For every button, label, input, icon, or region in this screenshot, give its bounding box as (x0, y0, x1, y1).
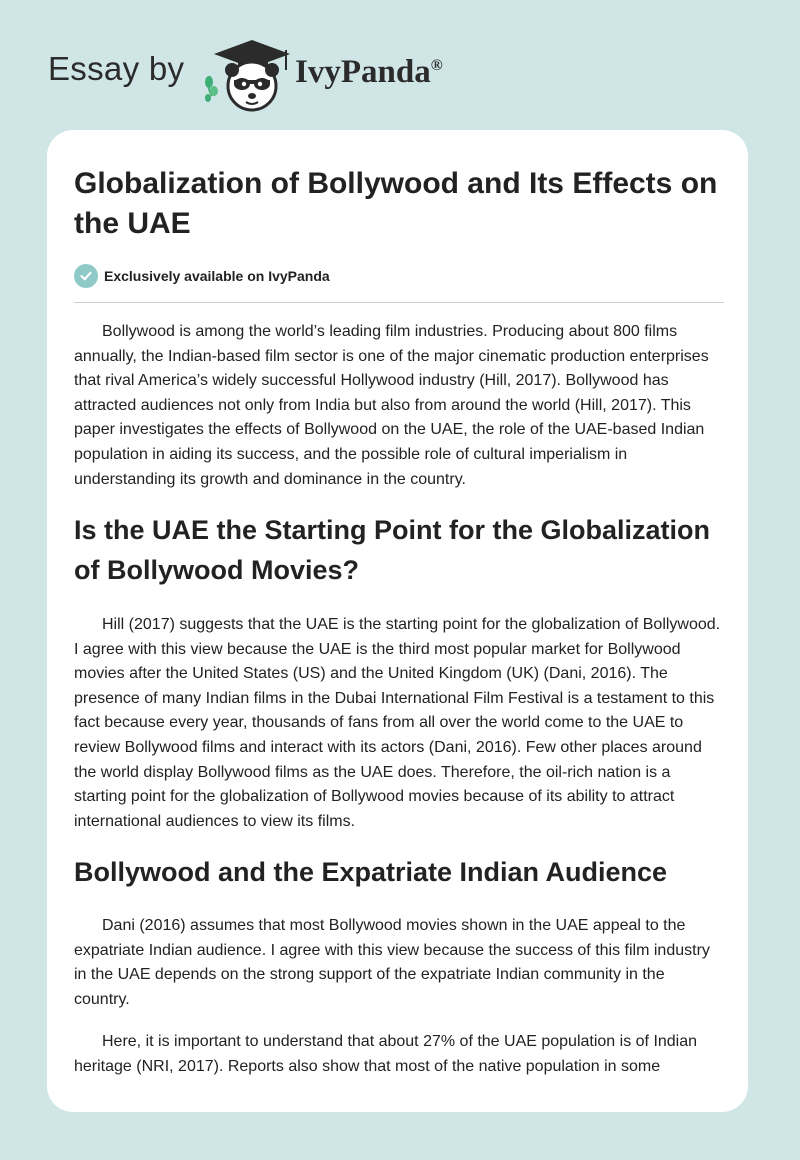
brand-name[interactable]: IvyPanda® (295, 54, 443, 90)
section-heading-expatriate: Bollywood and the Expatriate Indian Audience (74, 857, 668, 887)
section-paragraph-expatriate-2: Here, it is important to understand that about 27% of the UAE population is of Indian heritage (NRI, 2017). Reports also show that most of the native population in some (74, 1033, 698, 1075)
essay-by-label: Essay by (48, 50, 185, 87)
page-title: Globalization of Bollywood and Its Effects on the UAE (74, 167, 718, 240)
essay-card (47, 130, 748, 1112)
section-paragraph-expatriate-1: Dani (2016) assumes that most Bollywood movies shown in the UAE appeal to the expatriate Indian audience. I agree with this view because the success of this film industry in the UAE depends on the strong support of the expatriate Indian community in the country. (74, 917, 710, 1008)
check-icon (74, 264, 98, 288)
intro-paragraph: Bollywood is among the world’s leading film industries. Producing about 800 films annually, the Indian-based film sector is one of the major cinematic production enterprises that rival America’s widely successful Hollywood industry (Hill, 2017). Bollywood has attracted audiences not only from India but also from around the world (Hill, 2017). This paper investigates the effects of Bollywood on the UAE, the role of the UAE-based Indian population in aiding its success, and the possible role of cultural imperialism in understanding its growth and dominance in the country. (74, 323, 709, 488)
site-header (48, 30, 648, 110)
section-paragraph-starting-point: Hill (2017) suggests that the UAE is the starting point for the globalization of Bollywood. I agree with this view because the UAE is the third most popular market for Bollywood movies after the United States (US) and the United Kingdom (UK) (Dani, 2016). The presence of many Indian films in the Dubai International Film Festival is a testament to this fact because every year, thousands of fans from all over the world come to the UAE to review Bollywood films and interact with its actors (Dani, 2016). Few other places around the world display Bollywood films as the UAE does. Therefore, the oil-rich nation is a starting point for the globalization of Bollywood movies because of its ability to attract international audiences to view its films. (74, 616, 721, 830)
exclusive-badge-label: Exclusively available on IvyPanda (104, 268, 330, 284)
section-heading-starting-point: Is the UAE the Starting Point for the Globalization of Bollywood Movies? (74, 515, 711, 585)
ivypanda-logo-icon[interactable] (202, 34, 294, 114)
exclusive-badge (74, 263, 330, 289)
divider (74, 302, 724, 303)
